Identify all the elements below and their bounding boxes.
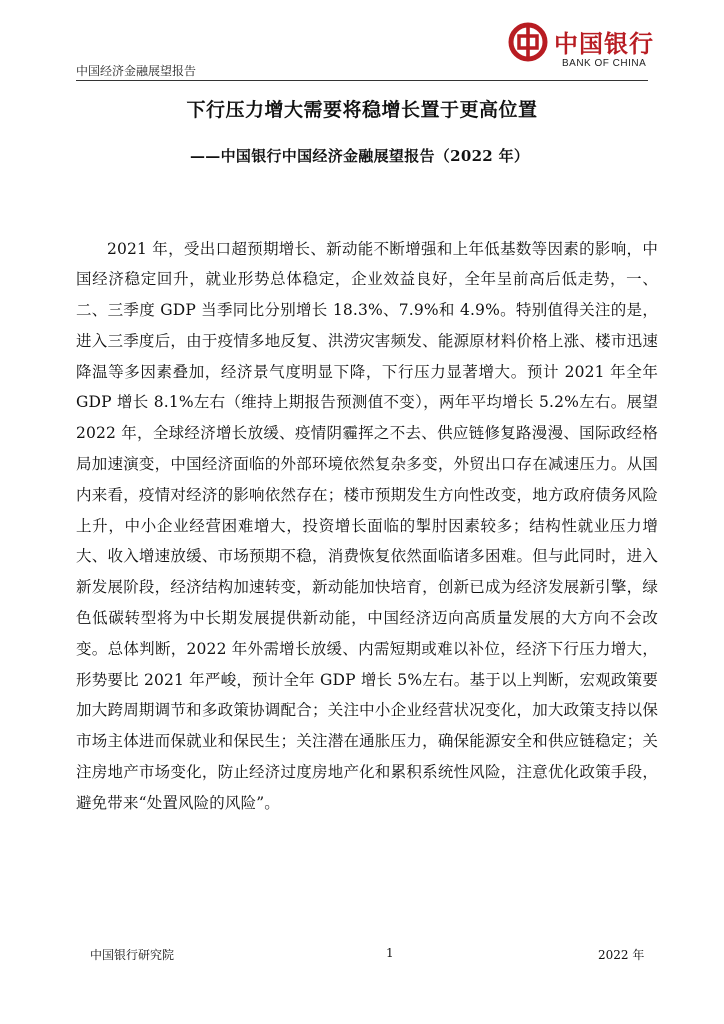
- logo-chinese-name: 中国银行: [554, 29, 654, 58]
- report-header-title: 中国经济金融展望报告: [76, 64, 197, 78]
- header-divider: [76, 80, 648, 81]
- footer-year: 2022 年: [598, 948, 645, 962]
- footer-organization: 中国银行研究院: [90, 948, 175, 962]
- logo-english-name: BANK OF CHINA: [562, 58, 647, 69]
- bank-of-china-logo: [508, 18, 653, 76]
- body-paragraph: 2021 年，受出口超预期增长、新动能不断增强和上年低基数等因素的影响，中国经济稳定回升，就业形势总体稳定，企业效益良好，全年呈前高后低走势，一、二、三季度 GDP 当季同比分别增长 18.3%、7.9%和 4.9%。特别值得关注的是，进入三季度后，由于疫情多地反复、洪涝灾害频发、能源原材料价格上涨、楼市迅速降温等多因素叠加，经济景气度明显下降，下行压力显著增大。预计 2021 年全年 GDP 增长 8.1%左右（维持上期报告预测值不变），两年平均增长 5.2%左右。展望 2022 年，全球经济增长放缓、疫情阴霾挥之不去、供应链修复路漫漫、国际政经格局加速演变，中国经济面临的外部环境依然复杂多变，外贸出口存在减速压力。从国内来看，疫情对经济的影响依然存在；楼市预期发生方向性改变，地方政府债务风险上升，中小企业经营困难增大，投资增长面临的掣肘因素较多；结构性就业压力增大、收入增速放缓、市场预期不稳，消费恢复依然面临诸多困难。但与此同时，进入新发展阶段，经济结构加速转变，新动能加快培育，创新已成为经济发展新引擎，绿色低碳转型将为中长期发展提供新动能，中国经济迈向高质量发展的大方向不会改变。总体判断，2022 年外需增长放缓、内需短期或难以补位，经济下行压力增大，形势要比 2021 年严峻，预计全年 GDP 增长 5%左右。基于以上判断，宏观政策要加大跨周期调节和多政策协调配合；关注中小企业经营状况变化，加大政策支持以保市场主体进而保就业和保民生；关注潜在通胀压力，确保能源安全和供应链稳定；关注房地产市场变化，防止经济过度房地产化和累积系统性风险，注意优化政策手段，避免带来“处置风险的风险”。: [76, 239, 658, 812]
- bank-of-china-emblem-icon: [508, 22, 548, 62]
- footer-page-number: 1: [386, 946, 394, 960]
- page-title: 下行压力增大需要将稳增长置于更高位置: [186, 99, 538, 121]
- page-subtitle: ——中国银行中国经济金融展望报告（2022 年）: [190, 147, 530, 165]
